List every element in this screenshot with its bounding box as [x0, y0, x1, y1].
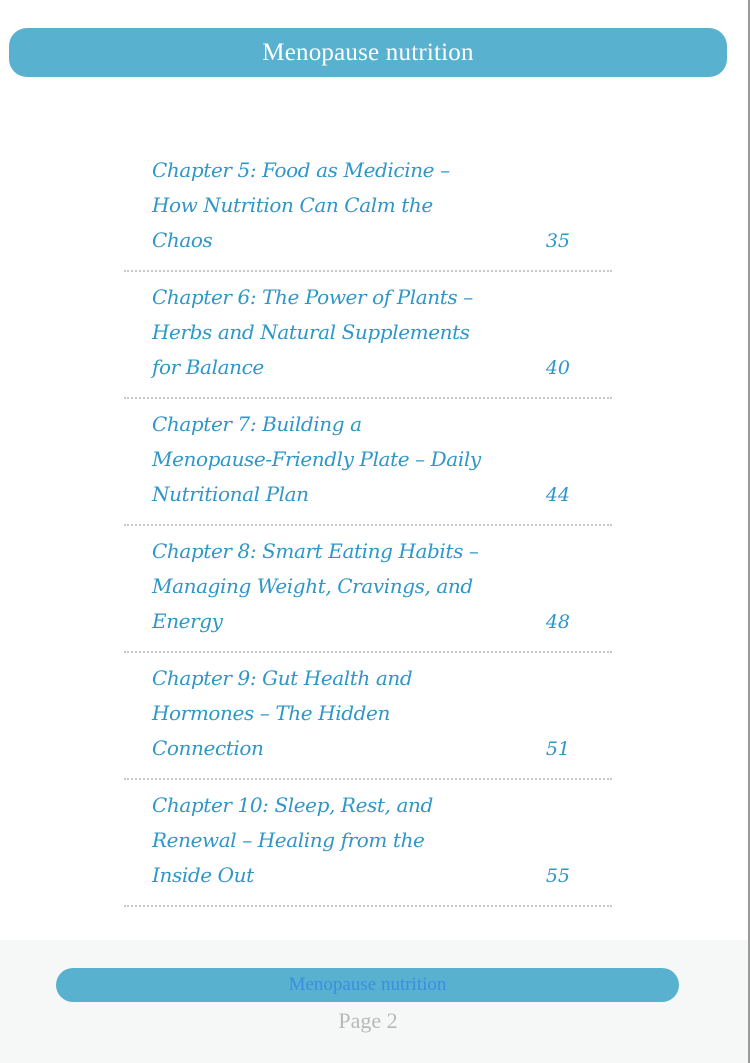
- toc-entry-title: Chapter 6: The Power of Plants – Herbs and Natural Supplements for Balance: [152, 285, 473, 379]
- header-bar: [9, 28, 727, 77]
- toc-entry-title: Chapter 8: Smart Eating Habits – Managing Weight, Cravings, and Energy: [152, 539, 479, 633]
- page-number: Page 2: [338, 1008, 398, 1033]
- toc-entry-chapter-9[interactable]: [124, 653, 612, 780]
- toc-entry-page: 40: [545, 357, 570, 379]
- toc-entry-page: 51: [545, 738, 570, 760]
- toc-entry-title: Chapter 9: Gut Health and Hormones – The Hidden Connection: [152, 666, 413, 760]
- header-title: Menopause nutrition: [262, 38, 474, 66]
- toc-entry-page: 35: [545, 230, 570, 252]
- toc-entry-chapter-10[interactable]: [124, 780, 612, 907]
- toc-entry-page: 44: [545, 484, 570, 506]
- toc-entry-title: Chapter 7: Building a Menopause-Friendly Plate – Daily Nutritional Plan: [152, 412, 481, 506]
- toc-entry-title: Chapter 5: Food as Medicine – How Nutrition Can Calm the Chaos: [152, 158, 450, 252]
- toc-entry-chapter-6[interactable]: [124, 272, 612, 399]
- table-of-contents: [124, 150, 612, 907]
- toc-entry-chapter-5[interactable]: [124, 150, 612, 272]
- toc-entry-page: 55: [545, 865, 570, 887]
- toc-entry-chapter-7[interactable]: [124, 399, 612, 526]
- toc-entry-title: Chapter 10: Sleep, Rest, and Renewal – Healing from the Inside Out: [152, 793, 433, 887]
- footer-bar: [56, 968, 679, 1002]
- toc-entry-chapter-8[interactable]: [124, 526, 612, 653]
- toc-entry-page: 48: [545, 611, 570, 633]
- footer-title: Menopause nutrition: [288, 974, 447, 995]
